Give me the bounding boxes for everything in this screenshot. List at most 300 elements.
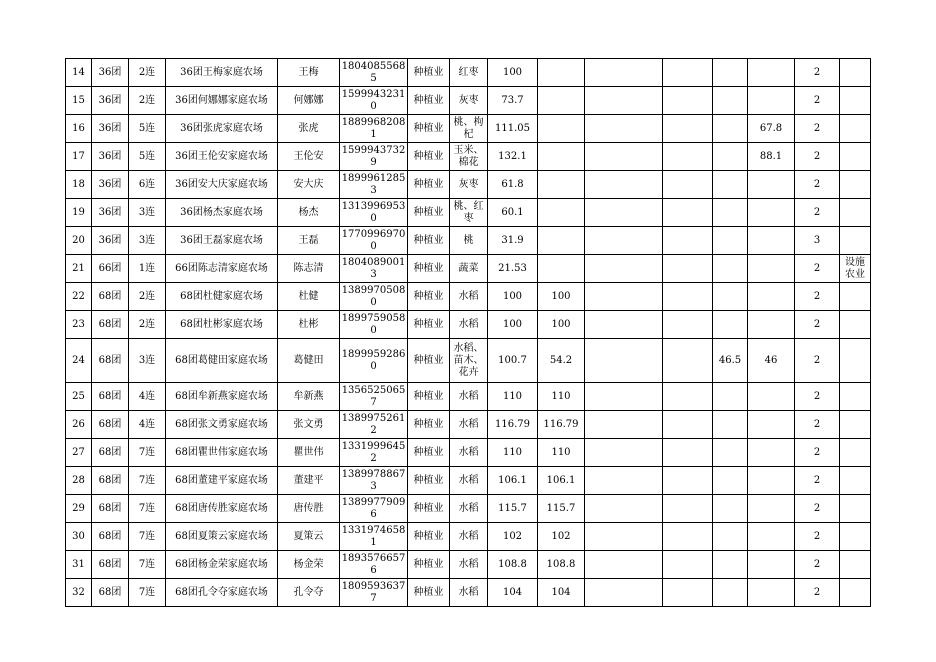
col-12-cell	[663, 199, 713, 227]
crop-cell: 桃、枸杞	[450, 115, 488, 143]
col-15-cell: 2	[795, 339, 840, 383]
col-14-cell	[748, 199, 795, 227]
col-15-cell: 2	[795, 467, 840, 495]
col-15-cell: 2	[795, 199, 840, 227]
row-number-cell: 30	[66, 523, 92, 551]
row-number-cell: 18	[66, 171, 92, 199]
area-cell: 110	[488, 439, 538, 467]
farm-table	[65, 58, 871, 607]
company-cell: 7连	[129, 523, 166, 551]
regiment-cell: 68团	[92, 523, 129, 551]
regiment-cell: 36团	[92, 87, 129, 115]
owner-name-cell: 王磊	[278, 227, 340, 255]
company-cell: 7连	[129, 439, 166, 467]
col-11-cell	[585, 199, 663, 227]
area-cell: 115.7	[488, 495, 538, 523]
farm-name-cell: 36团安大庆家庭农场	[166, 171, 278, 199]
rice-area-cell: 102	[538, 523, 585, 551]
note-cell	[840, 523, 871, 551]
col-14-cell	[748, 411, 795, 439]
rice-area-cell	[538, 87, 585, 115]
col-13-cell	[713, 439, 748, 467]
col-12-cell	[663, 59, 713, 87]
col-14-cell	[748, 579, 795, 607]
crop-cell: 水稻	[450, 523, 488, 551]
note-cell	[840, 171, 871, 199]
table-body	[66, 59, 871, 607]
company-cell: 5连	[129, 115, 166, 143]
table-row	[66, 171, 871, 199]
regiment-cell: 66团	[92, 255, 129, 283]
farm-name-cell: 68团董建平家庭农场	[166, 467, 278, 495]
industry-type-cell: 种植业	[408, 383, 450, 411]
col-14-cell	[748, 227, 795, 255]
col-12-cell	[663, 87, 713, 115]
col-11-cell	[585, 411, 663, 439]
area-cell: 102	[488, 523, 538, 551]
note-cell	[840, 311, 871, 339]
farm-name-cell: 68团葛健田家庭农场	[166, 339, 278, 383]
note-cell	[840, 439, 871, 467]
note-cell	[840, 115, 871, 143]
industry-type-cell: 种植业	[408, 87, 450, 115]
col-13-cell	[713, 383, 748, 411]
col-13-cell	[713, 115, 748, 143]
col-15-cell: 2	[795, 383, 840, 411]
note-cell	[840, 551, 871, 579]
farm-name-cell: 68团牟新燕家庭农场	[166, 383, 278, 411]
rice-area-cell: 104	[538, 579, 585, 607]
area-cell: 100	[488, 283, 538, 311]
rice-area-cell: 106.1	[538, 467, 585, 495]
col-14-cell	[748, 383, 795, 411]
col-14-cell: 67.8	[748, 115, 795, 143]
row-number-cell: 20	[66, 227, 92, 255]
company-cell: 2连	[129, 87, 166, 115]
col-12-cell	[663, 115, 713, 143]
area-cell: 132.1	[488, 143, 538, 171]
crop-cell: 灰枣	[450, 87, 488, 115]
company-cell: 3连	[129, 227, 166, 255]
col-12-cell	[663, 255, 713, 283]
table-row	[66, 59, 871, 87]
phone-cell: 13139969530	[340, 199, 408, 227]
rice-area-cell: 110	[538, 383, 585, 411]
col-15-cell: 2	[795, 411, 840, 439]
col-13-cell	[713, 255, 748, 283]
row-number-cell: 28	[66, 467, 92, 495]
col-12-cell	[663, 171, 713, 199]
industry-type-cell: 种植业	[408, 283, 450, 311]
crop-cell: 蔬菜	[450, 255, 488, 283]
regiment-cell: 36团	[92, 59, 129, 87]
industry-type-cell: 种植业	[408, 171, 450, 199]
col-13-cell	[713, 143, 748, 171]
regiment-cell: 36团	[92, 227, 129, 255]
col-14-cell	[748, 439, 795, 467]
note-cell	[840, 467, 871, 495]
phone-cell: 18999592860	[340, 339, 408, 383]
col-14-cell	[748, 495, 795, 523]
note-cell	[840, 227, 871, 255]
col-11-cell	[585, 495, 663, 523]
col-11-cell	[585, 59, 663, 87]
row-number-cell: 22	[66, 283, 92, 311]
col-11-cell	[585, 171, 663, 199]
row-number-cell: 17	[66, 143, 92, 171]
col-12-cell	[663, 311, 713, 339]
col-11-cell	[585, 143, 663, 171]
owner-name-cell: 董建平	[278, 467, 340, 495]
company-cell: 5连	[129, 143, 166, 171]
industry-type-cell: 种植业	[408, 495, 450, 523]
rice-area-cell: 116.79	[538, 411, 585, 439]
col-13-cell	[713, 495, 748, 523]
owner-name-cell: 夏策云	[278, 523, 340, 551]
col-11-cell	[585, 339, 663, 383]
col-15-cell: 3	[795, 227, 840, 255]
col-13-cell	[713, 551, 748, 579]
col-14-cell: 46	[748, 339, 795, 383]
area-cell: 100	[488, 59, 538, 87]
col-15-cell: 2	[795, 171, 840, 199]
regiment-cell: 68团	[92, 283, 129, 311]
crop-cell: 灰枣	[450, 171, 488, 199]
area-cell: 108.8	[488, 551, 538, 579]
area-cell: 100	[488, 311, 538, 339]
crop-cell: 水稻	[450, 411, 488, 439]
row-number-cell: 24	[66, 339, 92, 383]
table-row	[66, 383, 871, 411]
regiment-cell: 36团	[92, 143, 129, 171]
col-13-cell	[713, 227, 748, 255]
regiment-cell: 68团	[92, 311, 129, 339]
area-cell: 21.53	[488, 255, 538, 283]
owner-name-cell: 安大庆	[278, 171, 340, 199]
col-14-cell	[748, 467, 795, 495]
owner-name-cell: 杨金荣	[278, 551, 340, 579]
rice-area-cell: 100	[538, 283, 585, 311]
phone-cell: 18899682081	[340, 115, 408, 143]
rice-area-cell: 115.7	[538, 495, 585, 523]
company-cell: 3连	[129, 339, 166, 383]
industry-type-cell: 种植业	[408, 227, 450, 255]
phone-cell: 18040890013	[340, 255, 408, 283]
table-row	[66, 199, 871, 227]
owner-name-cell: 杜彬	[278, 311, 340, 339]
col-13-cell	[713, 411, 748, 439]
col-11-cell	[585, 467, 663, 495]
row-number-cell: 19	[66, 199, 92, 227]
farm-name-cell: 36团王磊家庭农场	[166, 227, 278, 255]
col-15-cell: 2	[795, 59, 840, 87]
table-row	[66, 255, 871, 283]
rice-area-cell	[538, 255, 585, 283]
col-11-cell	[585, 283, 663, 311]
owner-name-cell: 瞿世伟	[278, 439, 340, 467]
farm-name-cell: 68团瞿世伟家庭农场	[166, 439, 278, 467]
phone-cell: 18999612853	[340, 171, 408, 199]
area-cell: 106.1	[488, 467, 538, 495]
regiment-cell: 68团	[92, 439, 129, 467]
col-11-cell	[585, 255, 663, 283]
col-13-cell	[713, 199, 748, 227]
area-cell: 111.05	[488, 115, 538, 143]
crop-cell: 水稻	[450, 579, 488, 607]
note-cell	[840, 579, 871, 607]
company-cell: 7连	[129, 551, 166, 579]
owner-name-cell: 葛健田	[278, 339, 340, 383]
regiment-cell: 68团	[92, 579, 129, 607]
note-cell	[840, 495, 871, 523]
crop-cell: 水稻、苗木、花卉	[450, 339, 488, 383]
col-15-cell: 2	[795, 579, 840, 607]
phone-cell: 13565250657	[340, 383, 408, 411]
note-cell	[840, 87, 871, 115]
crop-cell: 红枣	[450, 59, 488, 87]
company-cell: 4连	[129, 411, 166, 439]
note-cell	[840, 59, 871, 87]
company-cell: 2连	[129, 59, 166, 87]
farm-name-cell: 68团张文勇家庭农场	[166, 411, 278, 439]
industry-type-cell: 种植业	[408, 467, 450, 495]
owner-name-cell: 杨杰	[278, 199, 340, 227]
col-13-cell	[713, 171, 748, 199]
col-12-cell	[663, 411, 713, 439]
col-13-cell	[713, 59, 748, 87]
table-row	[66, 411, 871, 439]
col-15-cell: 2	[795, 283, 840, 311]
col-15-cell: 2	[795, 87, 840, 115]
row-number-cell: 27	[66, 439, 92, 467]
farm-name-cell: 68团孔令夺家庭农场	[166, 579, 278, 607]
regiment-cell: 68团	[92, 411, 129, 439]
company-cell: 2连	[129, 283, 166, 311]
col-12-cell	[663, 143, 713, 171]
col-13-cell	[713, 523, 748, 551]
owner-name-cell: 牟新燕	[278, 383, 340, 411]
col-11-cell	[585, 579, 663, 607]
row-number-cell: 15	[66, 87, 92, 115]
table-row	[66, 311, 871, 339]
note-cell	[840, 199, 871, 227]
farm-name-cell: 68团唐传胜家庭农场	[166, 495, 278, 523]
col-15-cell: 2	[795, 311, 840, 339]
col-15-cell: 2	[795, 439, 840, 467]
col-11-cell	[585, 439, 663, 467]
rice-area-cell: 108.8	[538, 551, 585, 579]
col-13-cell: 46.5	[713, 339, 748, 383]
col-15-cell: 2	[795, 115, 840, 143]
phone-cell: 13899752612	[340, 411, 408, 439]
owner-name-cell: 孔令夺	[278, 579, 340, 607]
area-cell: 100.7	[488, 339, 538, 383]
farm-name-cell: 36团何娜娜家庭农场	[166, 87, 278, 115]
col-14-cell	[748, 311, 795, 339]
col-13-cell	[713, 311, 748, 339]
col-11-cell	[585, 227, 663, 255]
col-11-cell	[585, 115, 663, 143]
industry-type-cell: 种植业	[408, 199, 450, 227]
company-cell: 6连	[129, 171, 166, 199]
col-13-cell	[713, 579, 748, 607]
col-12-cell	[663, 439, 713, 467]
note-cell	[840, 143, 871, 171]
col-13-cell	[713, 87, 748, 115]
col-15-cell: 2	[795, 495, 840, 523]
industry-type-cell: 种植业	[408, 339, 450, 383]
industry-type-cell: 种植业	[408, 523, 450, 551]
rice-area-cell	[538, 59, 585, 87]
table-row	[66, 283, 871, 311]
regiment-cell: 68团	[92, 339, 129, 383]
regiment-cell: 68团	[92, 495, 129, 523]
col-14-cell	[748, 551, 795, 579]
col-13-cell	[713, 467, 748, 495]
regiment-cell: 68团	[92, 467, 129, 495]
industry-type-cell: 种植业	[408, 311, 450, 339]
table-row	[66, 495, 871, 523]
col-12-cell	[663, 467, 713, 495]
col-12-cell	[663, 227, 713, 255]
table-row	[66, 551, 871, 579]
col-12-cell	[663, 551, 713, 579]
rice-area-cell: 100	[538, 311, 585, 339]
company-cell: 7连	[129, 579, 166, 607]
note-cell	[840, 283, 871, 311]
owner-name-cell: 唐传胜	[278, 495, 340, 523]
col-11-cell	[585, 311, 663, 339]
rice-area-cell	[538, 227, 585, 255]
phone-cell: 15999437329	[340, 143, 408, 171]
farm-name-cell: 36团杨杰家庭农场	[166, 199, 278, 227]
owner-name-cell: 张文勇	[278, 411, 340, 439]
col-12-cell	[663, 579, 713, 607]
crop-cell: 水稻	[450, 495, 488, 523]
crop-cell: 水稻	[450, 283, 488, 311]
rice-area-cell: 110	[538, 439, 585, 467]
col-12-cell	[663, 339, 713, 383]
rice-area-cell	[538, 199, 585, 227]
rice-area-cell	[538, 143, 585, 171]
phone-cell: 13899788673	[340, 467, 408, 495]
owner-name-cell: 王伦安	[278, 143, 340, 171]
row-number-cell: 16	[66, 115, 92, 143]
col-12-cell	[663, 495, 713, 523]
table-row	[66, 227, 871, 255]
company-cell: 3连	[129, 199, 166, 227]
crop-cell: 水稻	[450, 467, 488, 495]
phone-cell: 18997590580	[340, 311, 408, 339]
area-cell: 60.1	[488, 199, 538, 227]
company-cell: 7连	[129, 495, 166, 523]
farm-name-cell: 68团杜健家庭农场	[166, 283, 278, 311]
crop-cell: 桃	[450, 227, 488, 255]
phone-cell: 18935766576	[340, 551, 408, 579]
rice-area-cell: 54.2	[538, 339, 585, 383]
area-cell: 31.9	[488, 227, 538, 255]
industry-type-cell: 种植业	[408, 115, 450, 143]
regiment-cell: 36团	[92, 115, 129, 143]
farm-name-cell: 36团王梅家庭农场	[166, 59, 278, 87]
phone-cell: 13319746581	[340, 523, 408, 551]
col-13-cell	[713, 283, 748, 311]
table-row	[66, 115, 871, 143]
rice-area-cell	[538, 171, 585, 199]
rice-area-cell	[538, 115, 585, 143]
company-cell: 1连	[129, 255, 166, 283]
col-11-cell	[585, 87, 663, 115]
area-cell: 104	[488, 579, 538, 607]
col-15-cell: 2	[795, 523, 840, 551]
row-number-cell: 25	[66, 383, 92, 411]
regiment-cell: 68团	[92, 383, 129, 411]
col-14-cell	[748, 87, 795, 115]
col-14-cell: 88.1	[748, 143, 795, 171]
owner-name-cell: 杜健	[278, 283, 340, 311]
col-15-cell: 2	[795, 255, 840, 283]
farm-name-cell: 68团夏策云家庭农场	[166, 523, 278, 551]
row-number-cell: 23	[66, 311, 92, 339]
row-number-cell: 14	[66, 59, 92, 87]
col-15-cell: 2	[795, 551, 840, 579]
col-11-cell	[585, 383, 663, 411]
table-row	[66, 579, 871, 607]
owner-name-cell: 陈志清	[278, 255, 340, 283]
col-15-cell: 2	[795, 143, 840, 171]
col-14-cell	[748, 59, 795, 87]
owner-name-cell: 王梅	[278, 59, 340, 87]
note-cell: 设施农业	[840, 255, 871, 283]
regiment-cell: 36团	[92, 171, 129, 199]
regiment-cell: 68团	[92, 551, 129, 579]
table-row	[66, 523, 871, 551]
row-number-cell: 21	[66, 255, 92, 283]
table-row	[66, 339, 871, 383]
col-11-cell	[585, 551, 663, 579]
note-cell	[840, 383, 871, 411]
table-row	[66, 439, 871, 467]
owner-name-cell: 何娜娜	[278, 87, 340, 115]
col-14-cell	[748, 171, 795, 199]
regiment-cell: 36团	[92, 199, 129, 227]
farm-name-cell: 36团王伦安家庭农场	[166, 143, 278, 171]
industry-type-cell: 种植业	[408, 143, 450, 171]
company-cell: 7连	[129, 467, 166, 495]
company-cell: 2连	[129, 311, 166, 339]
phone-cell: 17709969700	[340, 227, 408, 255]
col-14-cell	[748, 255, 795, 283]
note-cell	[840, 411, 871, 439]
note-cell	[840, 339, 871, 383]
phone-cell: 18095936377	[340, 579, 408, 607]
industry-type-cell: 种植业	[408, 59, 450, 87]
area-cell: 73.7	[488, 87, 538, 115]
row-number-cell: 29	[66, 495, 92, 523]
phone-cell: 15999432310	[340, 87, 408, 115]
industry-type-cell: 种植业	[408, 579, 450, 607]
industry-type-cell: 种植业	[408, 255, 450, 283]
farm-name-cell: 36团张虎家庭农场	[166, 115, 278, 143]
phone-cell: 13319996452	[340, 439, 408, 467]
phone-cell: 13899705080	[340, 283, 408, 311]
row-number-cell: 26	[66, 411, 92, 439]
col-14-cell	[748, 283, 795, 311]
row-number-cell: 31	[66, 551, 92, 579]
col-11-cell	[585, 523, 663, 551]
table-row	[66, 467, 871, 495]
area-cell: 61.8	[488, 171, 538, 199]
